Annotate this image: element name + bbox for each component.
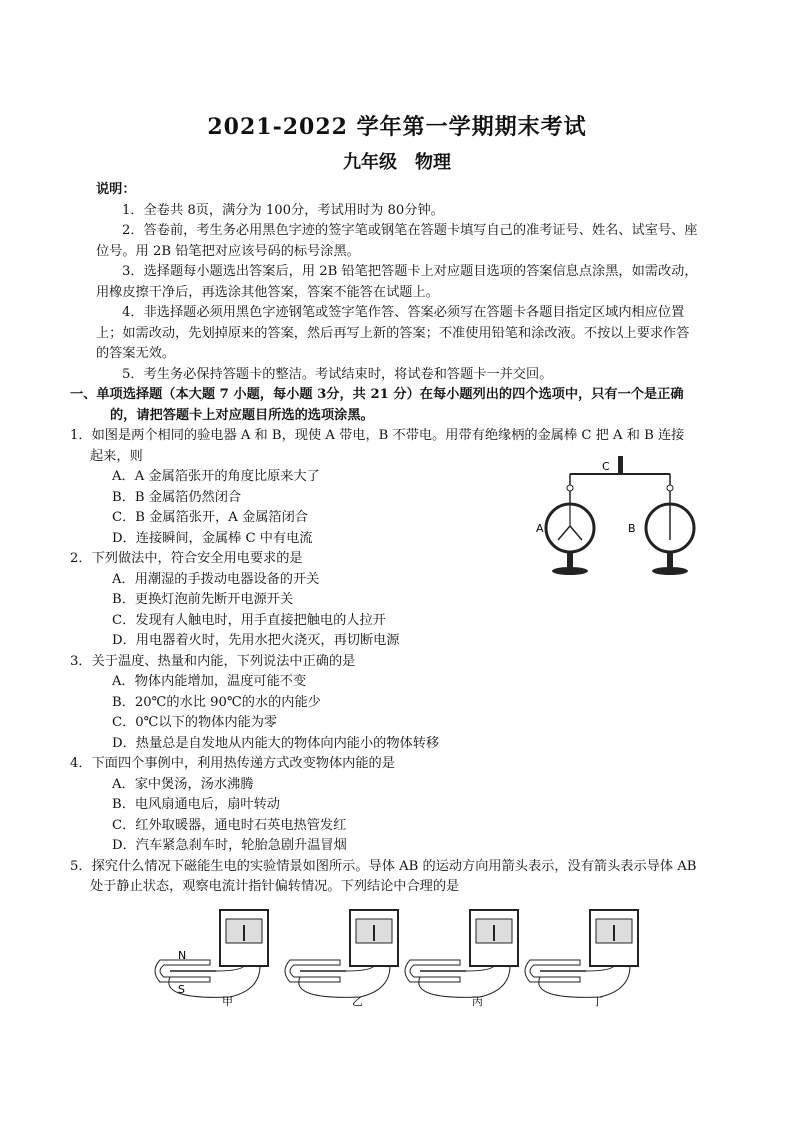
setup-bing xyxy=(405,910,518,1008)
setup-label: 丙 xyxy=(472,995,483,1008)
setup-label: 丁 xyxy=(592,995,603,1008)
label-b: B xyxy=(628,522,636,535)
question-stem: 3．关于温度、热量和内能，下列说法中正确的是 xyxy=(70,653,356,669)
question-stem: 1．如图是两个相同的验电器 A 和 B，现使 A 带电，B 不带电。用带有绝缘柄的金属棒 C 把 A 和 B 连接起来，则 xyxy=(70,428,685,464)
setup-ding xyxy=(525,910,638,1008)
instruction-item: 4．非选择题必须用黑色字迹钢笔或签字笔作答、答案必须写在答题卡各题目指定区域内相应位置上；如需改动，先划掉原来的答案，然后再写上新的答案；不准使用铅笔和涂改液。不按以上要求作答的答案无效。 xyxy=(96,305,690,361)
option: A．A 金属箔张开的角度比原来大了 xyxy=(112,469,320,484)
option: B．B 金属箔仍然闭合 xyxy=(112,489,242,505)
option: C．B 金属箔张开，A 金属箔闭合 xyxy=(112,510,308,525)
setup-label: 乙 xyxy=(352,995,363,1008)
instruction-item: 1．全卷共 8页，满分为 100分，考试用时为 80分钟。 xyxy=(122,202,444,218)
section-heading: 一、单项选择题（本大题 7 小题，每小题 3分，共 21 分）在每小题列出的四个选项中，只有一个是正确的，请把答题卡上对应题目所选的选项涂黑。 xyxy=(70,387,684,423)
option: D．用电器着火时，先用水把火浇灭，再切断电源 xyxy=(112,633,400,648)
setup-jia xyxy=(155,910,268,1008)
setup-label: 甲 xyxy=(222,995,233,1008)
induction-figure xyxy=(150,905,670,1010)
exam-title: 2021-2022 学年第一学期期末考试 xyxy=(207,114,587,140)
option: D．汽车紧急刹车时，轮胎急剧升温冒烟 xyxy=(112,838,347,853)
option: A．家中煲汤，汤水沸腾 xyxy=(112,776,254,792)
pole-s: S xyxy=(178,983,185,996)
pole-n: N xyxy=(178,949,187,962)
option: B．更换灯泡前先断开电源开关 xyxy=(112,592,294,607)
setup-yi xyxy=(285,910,398,1008)
question-5 xyxy=(70,857,702,898)
option: C．0℃以下的物体内能为零 xyxy=(112,715,278,730)
option: B．电风扇通电后，扇叶转动 xyxy=(112,797,280,812)
instruction-item: 3．选择题每小题选出答案后，用 2B 铅笔把答题卡上对应题目选项的答案信息点涂黑，如需改动，用橡皮擦干净后，再选涂其他答案，答案不能答在试题上。 xyxy=(96,264,698,300)
electroscope-figure xyxy=(530,452,700,582)
question-stem: 4．下面四个事例中，利用热传递方式改变物体内能的是 xyxy=(70,756,395,771)
question-stem: 2．下列做法中，符合安全用电要求的是 xyxy=(70,551,303,566)
option: D．连接瞬间，金属棒 C 中有电流 xyxy=(112,530,313,546)
question-3 xyxy=(70,652,702,755)
option: C．发现有人触电时，用手直接把触电的人拉开 xyxy=(112,612,386,628)
option: D．热量总是自发地从内能大的物体向内能小的物体转移 xyxy=(112,735,440,751)
instructions-heading: 说明： xyxy=(96,182,136,197)
instruction-item: 5．考生务必保持答题卡的整洁。考试结束时，将试卷和答题卡一并交回。 xyxy=(122,366,553,382)
exam-subtitle: 九年级 物理 xyxy=(343,152,451,173)
question-4 xyxy=(70,754,702,857)
instruction-item: 2．答卷前，考生务必用黑色字迹的签字笔或钢笔在答题卡填写自己的准考证号、姓名、试室号、座位号。用 2B 铅笔把对应该号码的标号涂黑。 xyxy=(96,223,698,259)
label-c: C xyxy=(602,460,610,473)
option: A．用潮湿的手拨动电器设备的开关 xyxy=(112,571,320,587)
question-stem: 5．探究什么情况下磁能生电的实验情景如图所示。导体 AB 的运动方向用箭头表示，没有箭头表示导体 AB 处于静止状态，观察电流计指针偏转情况。下列结论中合理的是 xyxy=(70,858,697,894)
option: B．20℃的水比 90℃的水的内能少 xyxy=(112,694,321,710)
option: C．红外取暖器，通电时石英电热管发红 xyxy=(112,817,347,833)
label-a: A xyxy=(536,522,544,535)
option: A．物体内能增加，温度可能不变 xyxy=(112,674,307,689)
